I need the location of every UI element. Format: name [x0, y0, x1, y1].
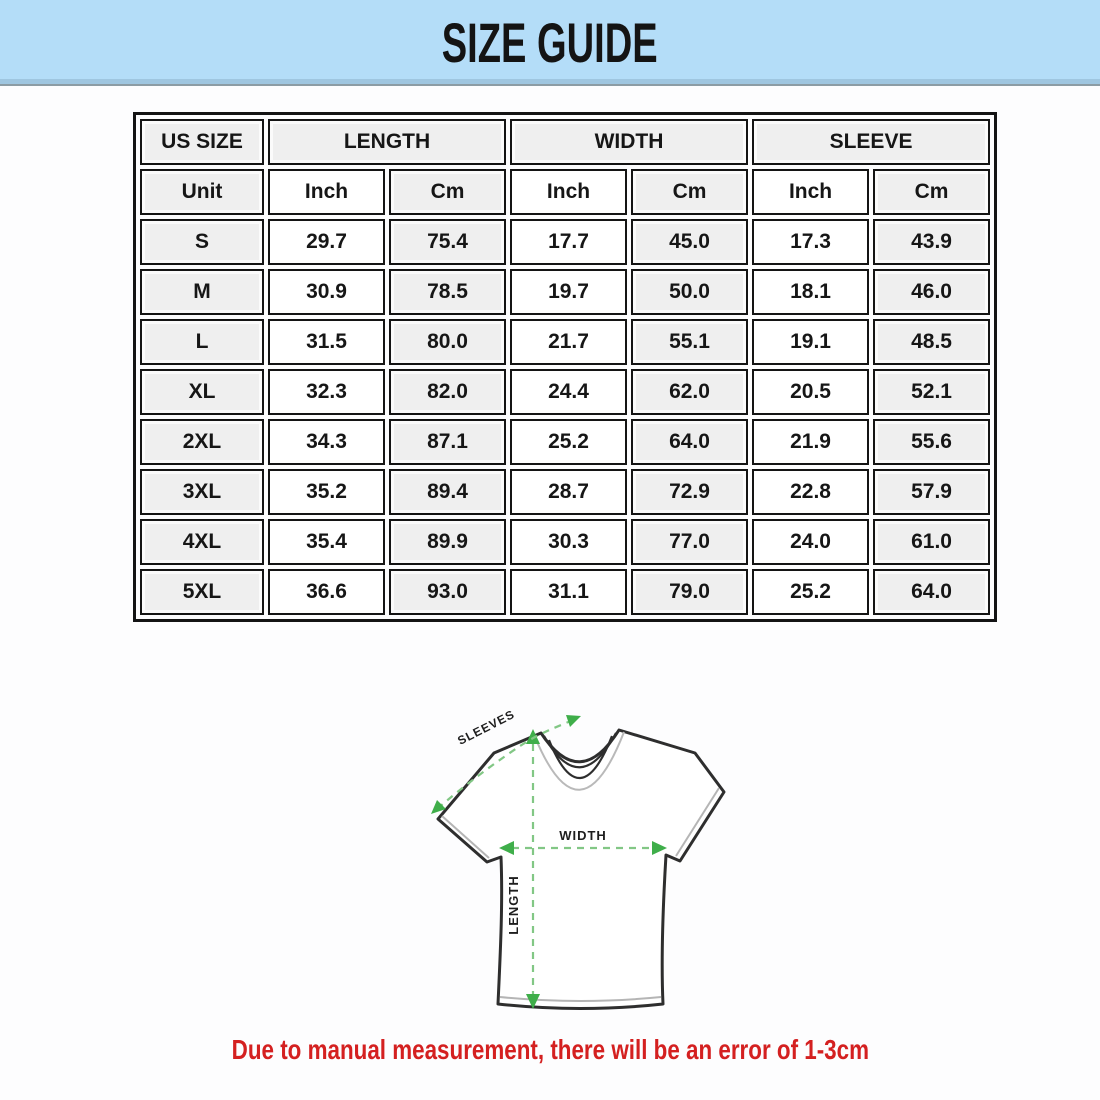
- size-cell: 4XL: [140, 519, 264, 565]
- value-cell: 50.0: [631, 269, 748, 315]
- value-cell: 82.0: [389, 369, 506, 415]
- unit-sleeve-cm: Cm: [873, 169, 990, 215]
- value-cell: 35.4: [268, 519, 385, 565]
- tshirt-diagram: [405, 700, 750, 1023]
- table-row: [140, 569, 990, 615]
- value-cell: 18.1: [752, 269, 869, 315]
- value-cell: 28.7: [510, 469, 627, 515]
- value-cell: 21.9: [752, 419, 869, 465]
- col-header-width: WIDTH: [510, 119, 748, 165]
- tshirt-outline: [438, 730, 724, 1009]
- size-cell: M: [140, 269, 264, 315]
- table-row: [140, 269, 990, 315]
- size-table: [133, 112, 997, 622]
- value-cell: 30.9: [268, 269, 385, 315]
- value-cell: 19.1: [752, 319, 869, 365]
- size-cell: 5XL: [140, 569, 264, 615]
- value-cell: 79.0: [631, 569, 748, 615]
- value-cell: 34.3: [268, 419, 385, 465]
- value-cell: 89.4: [389, 469, 506, 515]
- value-cell: 31.5: [268, 319, 385, 365]
- unit-length-cm: Cm: [389, 169, 506, 215]
- value-cell: 72.9: [631, 469, 748, 515]
- table-row: [140, 369, 990, 415]
- value-cell: 32.3: [268, 369, 385, 415]
- value-cell: 93.0: [389, 569, 506, 615]
- value-cell: 75.4: [389, 219, 506, 265]
- footnote-text: Due to manual measurement, there will be an error of 1-3cm: [231, 1034, 869, 1065]
- value-cell: 55.6: [873, 419, 990, 465]
- size-cell: XL: [140, 369, 264, 415]
- banner: [0, 0, 1100, 86]
- unit-width-cm: Cm: [631, 169, 748, 215]
- value-cell: 52.1: [873, 369, 990, 415]
- footnote: [0, 1034, 1100, 1066]
- value-cell: 64.0: [873, 569, 990, 615]
- value-cell: 48.5: [873, 319, 990, 365]
- size-cell: S: [140, 219, 264, 265]
- size-table-wrap: [133, 112, 963, 622]
- size-cell: L: [140, 319, 264, 365]
- value-cell: 21.7: [510, 319, 627, 365]
- value-cell: 87.1: [389, 419, 506, 465]
- page-title: SIZE GUIDE: [442, 10, 658, 74]
- value-cell: 17.3: [752, 219, 869, 265]
- table-row: [140, 219, 990, 265]
- length-label: LENGTH: [506, 875, 521, 935]
- group-header-row: [140, 119, 990, 165]
- value-cell: 19.7: [510, 269, 627, 315]
- unit-length-inch: Inch: [268, 169, 385, 215]
- value-cell: 30.3: [510, 519, 627, 565]
- value-cell: 24.4: [510, 369, 627, 415]
- col-header-sleeve: SLEEVE: [752, 119, 990, 165]
- value-cell: 46.0: [873, 269, 990, 315]
- value-cell: 45.0: [631, 219, 748, 265]
- value-cell: 25.2: [510, 419, 627, 465]
- value-cell: 20.5: [752, 369, 869, 415]
- value-cell: 35.2: [268, 469, 385, 515]
- value-cell: 62.0: [631, 369, 748, 415]
- value-cell: 43.9: [873, 219, 990, 265]
- value-cell: 78.5: [389, 269, 506, 315]
- unit-sleeve-inch: Inch: [752, 169, 869, 215]
- value-cell: 17.7: [510, 219, 627, 265]
- value-cell: 89.9: [389, 519, 506, 565]
- value-cell: 31.1: [510, 569, 627, 615]
- size-cell: 3XL: [140, 469, 264, 515]
- size-cell: 2XL: [140, 419, 264, 465]
- col-header-length: LENGTH: [268, 119, 506, 165]
- unit-label: Unit: [140, 169, 264, 215]
- sleeves-label: SLEEVES: [455, 707, 518, 748]
- unit-width-inch: Inch: [510, 169, 627, 215]
- col-header-us-size: US SIZE: [140, 119, 264, 165]
- value-cell: 24.0: [752, 519, 869, 565]
- table-row: [140, 469, 990, 515]
- value-cell: 22.8: [752, 469, 869, 515]
- value-cell: 36.6: [268, 569, 385, 615]
- table-row: [140, 319, 990, 365]
- width-label: WIDTH: [559, 828, 607, 843]
- value-cell: 25.2: [752, 569, 869, 615]
- value-cell: 29.7: [268, 219, 385, 265]
- value-cell: 64.0: [631, 419, 748, 465]
- sleeves-arrowhead-top: [566, 715, 581, 727]
- value-cell: 55.1: [631, 319, 748, 365]
- value-cell: 61.0: [873, 519, 990, 565]
- value-cell: 57.9: [873, 469, 990, 515]
- table-row: [140, 419, 990, 465]
- unit-header-row: [140, 169, 990, 215]
- value-cell: 80.0: [389, 319, 506, 365]
- value-cell: 77.0: [631, 519, 748, 565]
- table-row: [140, 519, 990, 565]
